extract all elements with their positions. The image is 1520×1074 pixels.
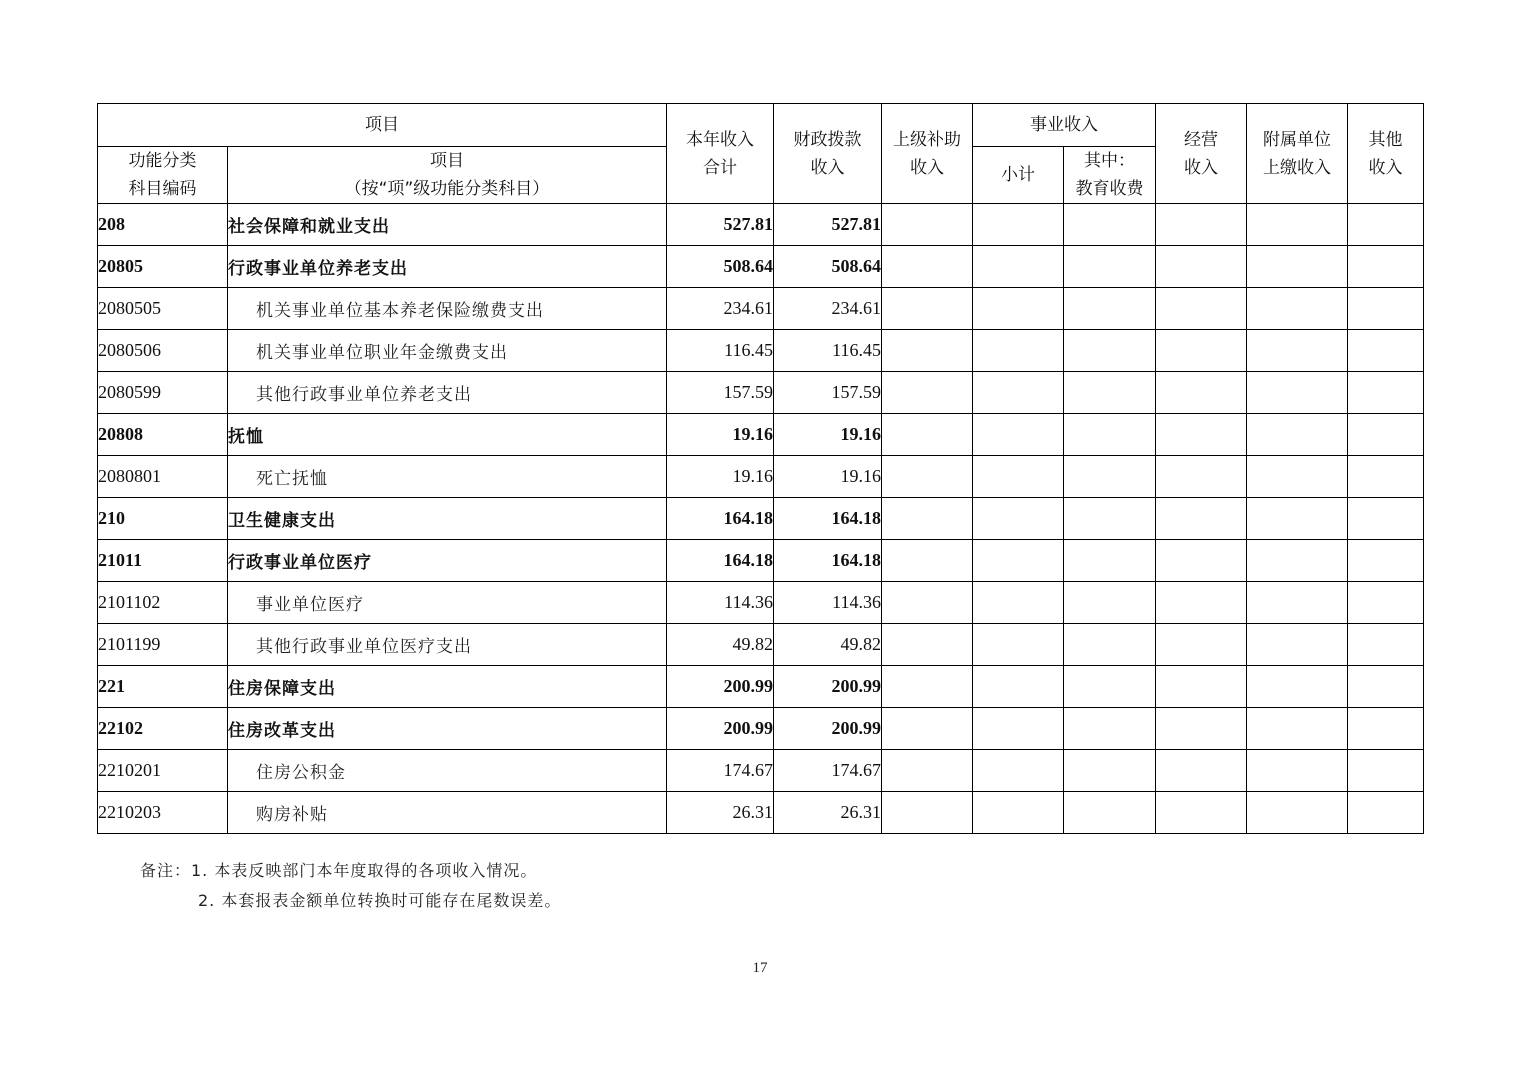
affiliate-income-cell xyxy=(1247,456,1348,498)
affiliate-income-cell xyxy=(1247,246,1348,288)
superior-subsidy-cell xyxy=(882,792,973,834)
other-income-cell xyxy=(1348,498,1424,540)
total-income-header-line2: 合计 xyxy=(703,157,737,178)
business-income-cell xyxy=(1156,666,1247,708)
edu-fee-cell xyxy=(1064,540,1156,582)
total-income-cell: 174.67 xyxy=(667,750,774,792)
other-income-cell xyxy=(1348,750,1424,792)
fiscal-income-cell: 49.82 xyxy=(774,624,882,666)
fiscal-income-cell: 508.64 xyxy=(774,246,882,288)
code-cell: 20805 xyxy=(98,246,228,288)
edu-fee-header-line1: 其中： xyxy=(1084,151,1135,171)
edu-fee-cell xyxy=(1064,666,1156,708)
table-row xyxy=(98,624,1424,666)
note-line-1: 备注：1. 本表反映部门本年度取得的各项收入情况。 xyxy=(140,861,538,880)
edu-fee-cell xyxy=(1064,246,1156,288)
notes xyxy=(140,856,561,916)
table-row xyxy=(98,204,1424,246)
item-name-cell: 卫生健康支出 xyxy=(228,498,667,540)
code-cell: 208 xyxy=(98,204,228,246)
fiscal-income-cell: 116.45 xyxy=(774,330,882,372)
affiliate-income-cell xyxy=(1247,330,1348,372)
item-name-cell: 住房改革支出 xyxy=(228,708,667,750)
item-name-cell: 住房保障支出 xyxy=(228,666,667,708)
fiscal-header-line2: 收入 xyxy=(810,157,845,178)
business-income-cell xyxy=(1156,582,1247,624)
career-subtotal-cell xyxy=(973,792,1064,834)
code-cell: 2210201 xyxy=(98,750,228,792)
code-cell: 2080506 xyxy=(98,330,228,372)
item-name-cell: 行政事业单位医疗 xyxy=(228,540,667,582)
total-income-cell: 116.45 xyxy=(667,330,774,372)
code-cell: 21011 xyxy=(98,540,228,582)
career-subtotal-cell xyxy=(973,204,1064,246)
other-income-cell xyxy=(1348,414,1424,456)
total-income-cell: 527.81 xyxy=(667,204,774,246)
affiliate-header xyxy=(1247,104,1348,204)
superior-subsidy-cell xyxy=(882,204,973,246)
career-subtotal-cell xyxy=(973,540,1064,582)
code-cell: 2080599 xyxy=(98,372,228,414)
business-income-cell xyxy=(1156,204,1247,246)
total-income-cell: 234.61 xyxy=(667,288,774,330)
code-cell: 2101199 xyxy=(98,624,228,666)
superior-subsidy-cell xyxy=(882,540,973,582)
edu-fee-cell xyxy=(1064,204,1156,246)
superior-subsidy-cell xyxy=(882,330,973,372)
fiscal-income-cell: 527.81 xyxy=(774,204,882,246)
code-header-line2: 科目编码 xyxy=(128,179,197,199)
career-subtotal-cell xyxy=(973,498,1064,540)
fiscal-income-cell: 157.59 xyxy=(774,372,882,414)
table-row xyxy=(98,330,1424,372)
table-row xyxy=(98,792,1424,834)
fiscal-header-line1: 财政拨款 xyxy=(793,129,862,150)
item-name-cell: 社会保障和就业支出 xyxy=(228,204,667,246)
code-cell: 2210203 xyxy=(98,792,228,834)
edu-fee-header-line2: 教育收费 xyxy=(1075,179,1144,199)
total-income-cell: 164.18 xyxy=(667,540,774,582)
total-income-cell: 200.99 xyxy=(667,708,774,750)
business-header xyxy=(1156,104,1247,204)
superior-subsidy-cell xyxy=(882,708,973,750)
code-header xyxy=(98,147,228,204)
other-header-line1: 其他 xyxy=(1368,129,1403,150)
edu-fee-cell xyxy=(1064,330,1156,372)
total-income-cell: 26.31 xyxy=(667,792,774,834)
code-cell: 2080801 xyxy=(98,456,228,498)
table-row xyxy=(98,498,1424,540)
table-row xyxy=(98,582,1424,624)
fiscal-income-cell: 200.99 xyxy=(774,666,882,708)
page-number: 17 xyxy=(752,960,768,976)
fiscal-income-cell: 200.99 xyxy=(774,708,882,750)
career-subtotal-cell xyxy=(973,414,1064,456)
career-subtotal-cell xyxy=(973,624,1064,666)
superior-subsidy-cell xyxy=(882,624,973,666)
superior-subsidy-cell xyxy=(882,750,973,792)
fiscal-income-cell: 26.31 xyxy=(774,792,882,834)
edu-fee-cell xyxy=(1064,498,1156,540)
business-income-cell xyxy=(1156,498,1247,540)
career-subtotal-cell xyxy=(973,666,1064,708)
affiliate-income-cell xyxy=(1247,792,1348,834)
fiscal-income-cell: 19.16 xyxy=(774,414,882,456)
fiscal-income-cell: 19.16 xyxy=(774,456,882,498)
business-header-line1: 经营 xyxy=(1184,129,1218,150)
superior-subsidy-header-line1: 上级补助 xyxy=(893,129,961,150)
income-table xyxy=(97,103,1424,834)
total-income-header-line1: 本年收入 xyxy=(686,129,754,150)
affiliate-income-cell xyxy=(1247,666,1348,708)
business-income-cell xyxy=(1156,330,1247,372)
code-cell: 20808 xyxy=(98,414,228,456)
career-subtotal-cell xyxy=(973,456,1064,498)
other-income-cell xyxy=(1348,582,1424,624)
superior-subsidy-cell xyxy=(882,414,973,456)
affiliate-header-line1: 附属单位 xyxy=(1263,129,1331,150)
business-income-cell xyxy=(1156,456,1247,498)
table-row xyxy=(98,288,1424,330)
table-row xyxy=(98,540,1424,582)
superior-subsidy-header-line2: 收入 xyxy=(910,157,944,178)
superior-subsidy-cell xyxy=(882,372,973,414)
table-row xyxy=(98,456,1424,498)
name-header-line1: 项目 xyxy=(430,151,464,171)
edu-fee-cell xyxy=(1064,372,1156,414)
item-name-cell: 住房公积金 xyxy=(228,750,667,792)
other-income-cell xyxy=(1348,372,1424,414)
other-income-cell xyxy=(1348,624,1424,666)
superior-subsidy-cell xyxy=(882,288,973,330)
edu-fee-cell xyxy=(1064,288,1156,330)
edu-fee-cell xyxy=(1064,414,1156,456)
other-income-cell xyxy=(1348,456,1424,498)
total-income-cell: 157.59 xyxy=(667,372,774,414)
business-income-cell xyxy=(1156,750,1247,792)
business-income-cell xyxy=(1156,372,1247,414)
code-cell: 22102 xyxy=(98,708,228,750)
other-income-cell xyxy=(1348,666,1424,708)
fiscal-income-cell: 164.18 xyxy=(774,498,882,540)
name-header-line2: （按“项”级功能分类科目） xyxy=(344,179,550,199)
total-income-cell: 164.18 xyxy=(667,498,774,540)
item-name-cell: 事业单位医疗 xyxy=(228,582,667,624)
other-income-cell xyxy=(1348,792,1424,834)
edu-fee-cell xyxy=(1064,456,1156,498)
business-income-cell xyxy=(1156,708,1247,750)
business-income-cell xyxy=(1156,414,1247,456)
total-income-header xyxy=(667,104,774,204)
table-body xyxy=(98,204,1424,834)
career-subtotal-cell xyxy=(973,708,1064,750)
superior-subsidy-cell xyxy=(882,498,973,540)
item-name-cell: 其他行政事业单位医疗支出 xyxy=(228,624,667,666)
affiliate-income-cell xyxy=(1247,372,1348,414)
superior-subsidy-cell xyxy=(882,246,973,288)
career-subtotal-cell xyxy=(973,582,1064,624)
edu-fee-cell xyxy=(1064,750,1156,792)
fiscal-income-cell: 174.67 xyxy=(774,750,882,792)
other-income-cell xyxy=(1348,540,1424,582)
edu-fee-cell xyxy=(1064,708,1156,750)
total-income-cell: 114.36 xyxy=(667,582,774,624)
business-income-cell xyxy=(1156,624,1247,666)
code-cell: 2080505 xyxy=(98,288,228,330)
code-cell: 2101102 xyxy=(98,582,228,624)
affiliate-income-cell xyxy=(1247,414,1348,456)
business-income-cell xyxy=(1156,792,1247,834)
affiliate-income-cell xyxy=(1247,750,1348,792)
career-subtotal-cell xyxy=(973,288,1064,330)
table-row xyxy=(98,414,1424,456)
affiliate-income-cell xyxy=(1247,204,1348,246)
item-name-cell: 行政事业单位养老支出 xyxy=(228,246,667,288)
business-income-cell xyxy=(1156,288,1247,330)
fiscal-income-cell: 114.36 xyxy=(774,582,882,624)
item-name-cell: 死亡抚恤 xyxy=(228,456,667,498)
superior-subsidy-cell xyxy=(882,666,973,708)
item-name-cell: 机关事业单位基本养老保险缴费支出 xyxy=(228,288,667,330)
edu-fee-cell xyxy=(1064,792,1156,834)
career-subtotal-cell xyxy=(973,750,1064,792)
other-income-cell xyxy=(1348,246,1424,288)
total-income-cell: 49.82 xyxy=(667,624,774,666)
total-income-cell: 200.99 xyxy=(667,666,774,708)
superior-subsidy-cell xyxy=(882,582,973,624)
other-income-cell xyxy=(1348,708,1424,750)
edu-fee-cell xyxy=(1064,624,1156,666)
item-name-cell: 机关事业单位职业年金缴费支出 xyxy=(228,330,667,372)
affiliate-income-cell xyxy=(1247,498,1348,540)
edu-fee-header xyxy=(1064,147,1156,204)
affiliate-income-cell xyxy=(1247,624,1348,666)
affiliate-income-cell xyxy=(1247,708,1348,750)
code-cell: 221 xyxy=(98,666,228,708)
other-header-line2: 收入 xyxy=(1368,157,1403,178)
subtotal-header: 小计 xyxy=(973,147,1064,204)
project-header: 项目 xyxy=(98,104,667,147)
total-income-cell: 508.64 xyxy=(667,246,774,288)
career-subtotal-cell xyxy=(973,330,1064,372)
fiscal-income-cell: 164.18 xyxy=(774,540,882,582)
other-income-cell xyxy=(1348,288,1424,330)
superior-subsidy-header xyxy=(882,104,973,204)
affiliate-income-cell xyxy=(1247,582,1348,624)
table-row xyxy=(98,708,1424,750)
code-header-line1: 功能分类 xyxy=(128,151,197,171)
table-row xyxy=(98,750,1424,792)
affiliate-income-cell xyxy=(1247,288,1348,330)
edu-fee-cell xyxy=(1064,582,1156,624)
other-income-cell xyxy=(1348,204,1424,246)
career-income-header: 事业收入 xyxy=(973,104,1156,147)
business-income-cell xyxy=(1156,540,1247,582)
item-name-cell: 购房补贴 xyxy=(228,792,667,834)
superior-subsidy-cell xyxy=(882,456,973,498)
code-cell: 210 xyxy=(98,498,228,540)
other-income-cell xyxy=(1348,330,1424,372)
affiliate-header-line2: 上缴收入 xyxy=(1263,157,1331,178)
total-income-cell: 19.16 xyxy=(667,414,774,456)
career-subtotal-cell xyxy=(973,246,1064,288)
table-row xyxy=(98,246,1424,288)
fiscal-income-cell: 234.61 xyxy=(774,288,882,330)
item-name-cell: 其他行政事业单位养老支出 xyxy=(228,372,667,414)
table-row xyxy=(98,372,1424,414)
item-name-cell: 抚恤 xyxy=(228,414,667,456)
fiscal-header xyxy=(774,104,882,204)
total-income-cell: 19.16 xyxy=(667,456,774,498)
affiliate-income-cell xyxy=(1247,540,1348,582)
table-row xyxy=(98,666,1424,708)
note-line-2: 2. 本套报表金额单位转换时可能存在尾数误差。 xyxy=(198,891,562,910)
career-subtotal-cell xyxy=(973,372,1064,414)
other-header xyxy=(1348,104,1424,204)
business-header-line2: 收入 xyxy=(1184,157,1218,178)
business-income-cell xyxy=(1156,246,1247,288)
name-header xyxy=(228,147,667,204)
